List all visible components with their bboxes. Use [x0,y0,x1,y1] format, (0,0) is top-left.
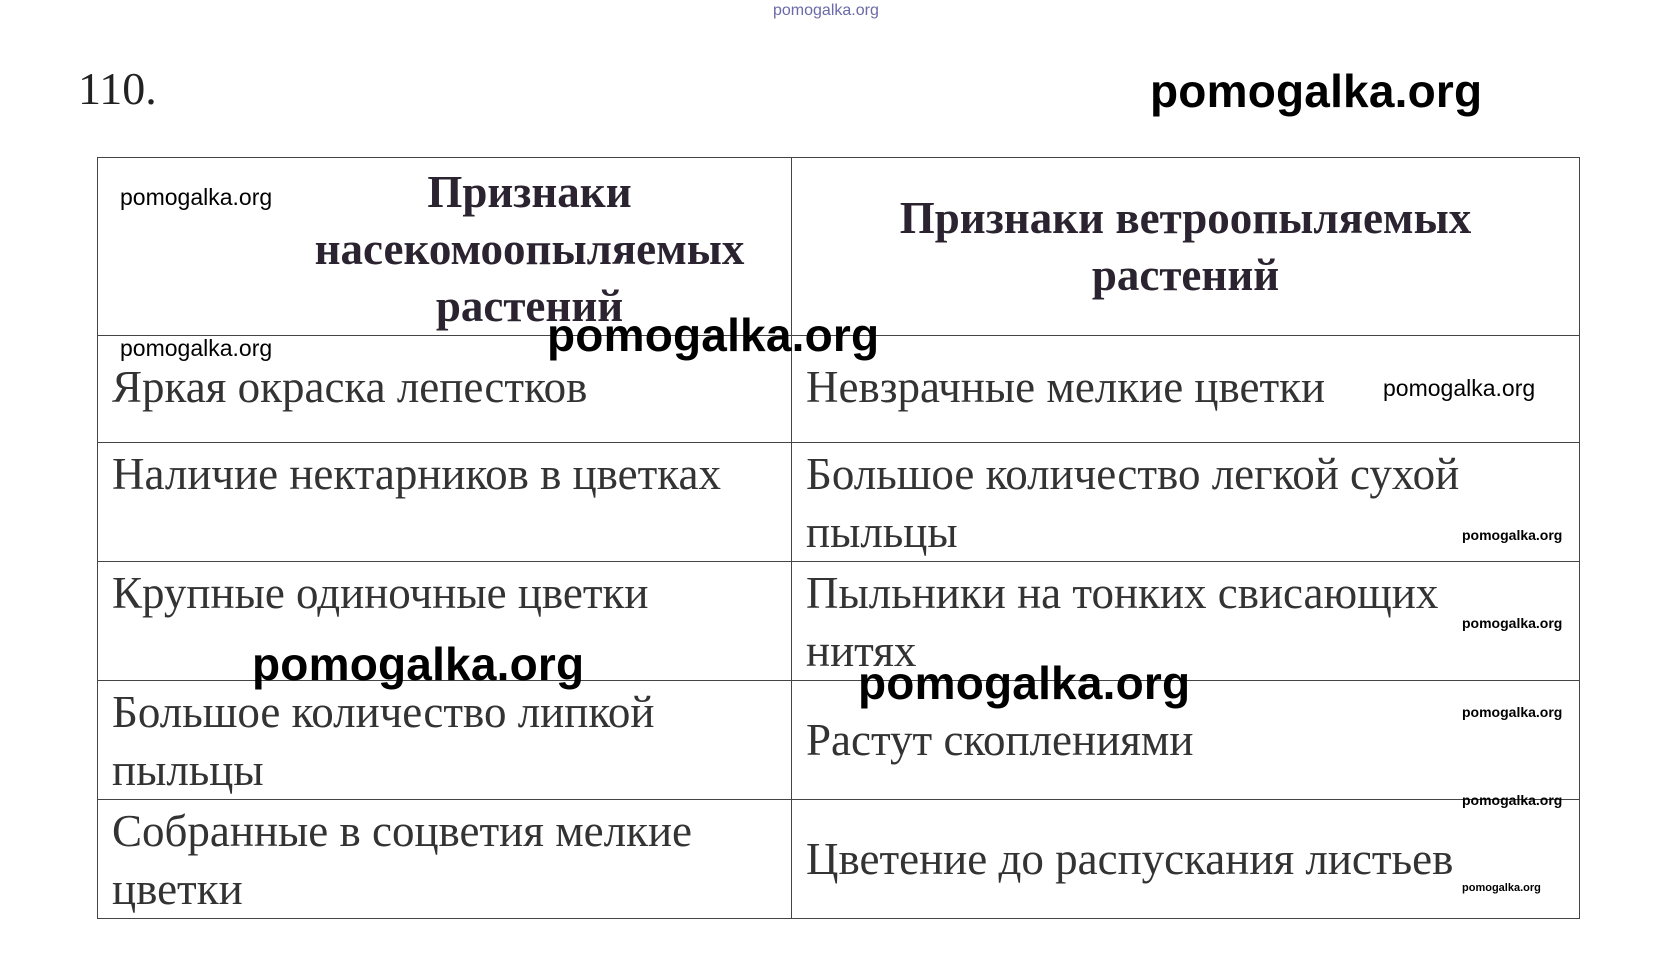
table-cell: Крупные одиночные цветки [98,562,792,681]
watermark-row1-left: pomogalka.org [120,335,273,361]
table-row [98,443,1580,562]
watermark-row1-right: pomogalka.org [1383,375,1536,401]
watermark-row4-right: pomogalka.org [1462,704,1563,720]
table-cell: Цветение до распускания листьев [792,800,1580,919]
watermark-row3-right: pomogalka.org [1462,615,1563,631]
comparison-table [97,157,1580,919]
table-cell: Большое количество легкой сухой пыльцы [792,443,1580,562]
header-wind-pollinated: Признаки ветроопыляемых растений [792,158,1580,336]
table-cell: Яркая окраска лепестков [98,336,792,443]
task-number: 110. [78,63,157,114]
table-cell: Растут скоплениями [792,681,1580,800]
table-cell: Невзрачные мелкие цветки [792,336,1580,443]
table-cell: Большое количество липкой пыльцы [98,681,792,800]
watermark-header-cell: pomogalka.org [120,184,273,210]
table-cell: Наличие нектарников в цветках [98,443,792,562]
watermark-header-right: pomogalka.org [1150,65,1483,117]
watermark-row2-right: pomogalka.org [1462,527,1563,543]
watermark-center: pomogalka.org [547,309,880,361]
watermark-row5-right-bottom: pomogalka.org [1462,882,1541,894]
watermark-row5-right-top: pomogalka.org [1462,792,1563,808]
watermark-mid-left: pomogalka.org [252,638,585,690]
table-row [98,681,1580,800]
header-insect-pollinated: Признаки насекомоопыляемых растений [98,158,792,336]
table-cell: Пыльники на тонких свисающих нитях [792,562,1580,681]
watermark-top: pomogalka.org [773,2,879,19]
table-cell: Собранные в соцветия мелкие цветки [98,800,792,919]
watermark-mid-right: pomogalka.org [858,657,1191,709]
table-row [98,800,1580,919]
